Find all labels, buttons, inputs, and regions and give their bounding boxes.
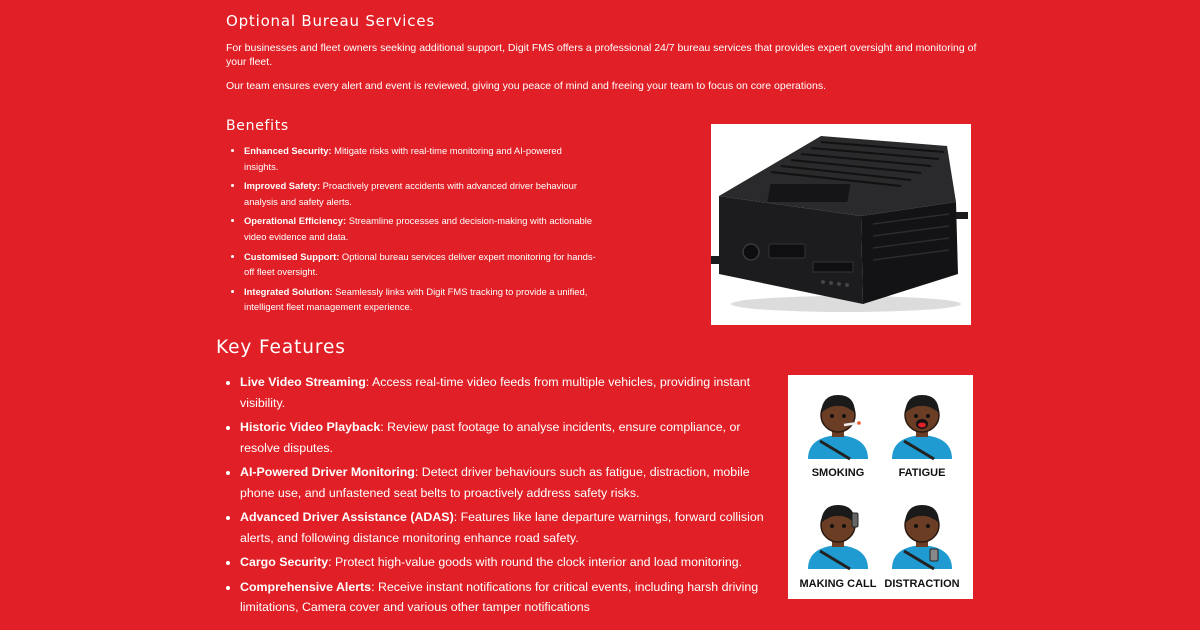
feature-text: : Access real-time video feeds from multiple vehicles, providing instant visibility.	[240, 375, 751, 410]
making-call-figure	[800, 505, 877, 590]
smoking-figure	[808, 395, 868, 479]
benefit-label: Integrated Solution:	[244, 285, 333, 297]
benefits-title: Benefits	[226, 118, 289, 134]
fatigue-figure	[892, 395, 952, 479]
distraction-figure	[884, 505, 959, 590]
key-features-section	[216, 337, 776, 622]
benefit-text: Optional bureau services deliver expert monitoring for hands-off fleet oversight.	[244, 250, 596, 278]
driver-behaviour-illustration	[788, 375, 973, 599]
benefits-section	[226, 118, 596, 319]
feature-label: Historic Video Playback	[240, 420, 381, 434]
list-item	[244, 143, 596, 174]
benefit-label: Improved Safety:	[244, 180, 321, 192]
benefit-label: Customised Support:	[244, 250, 340, 262]
list-item	[240, 462, 776, 503]
smoking-label: SMOKING	[811, 467, 865, 479]
feature-label: AI-Powered Driver Monitoring	[240, 465, 415, 479]
benefits-list	[226, 143, 596, 315]
bureau-title: Optional Bureau Services	[226, 12, 435, 30]
features-list	[216, 372, 776, 618]
feature-label: Cargo Security	[240, 555, 329, 569]
list-item	[240, 372, 776, 413]
list-item	[244, 213, 596, 244]
features-title: Key Features	[216, 337, 346, 358]
benefit-text: Streamline processes and decision-making with actionable video evidence and data.	[244, 215, 593, 242]
distraction-label: DISTRACTION	[884, 578, 960, 590]
benefit-text: Proactively prevent accidents with advanced driver behaviour analysis and safety alerts.	[244, 180, 577, 207]
mobile-dvr-device-image	[711, 124, 971, 325]
benefit-text: Seamlessly links with Digit FMS tracking to provide a unified, intelligent fleet management experience.	[244, 285, 588, 313]
list-item	[240, 507, 776, 548]
feature-text: : Receive instant notifications for critical events, including harsh driving limitations, Camera cover and various other tamper notifications	[240, 579, 759, 614]
feature-label: Comprehensive Alerts	[240, 579, 372, 594]
list-item	[244, 178, 596, 209]
feature-label: Advanced Driver Assistance (ADAS)	[240, 510, 454, 524]
list-item	[240, 577, 776, 618]
feature-text: : Review past footage to analyse incidents, ensure compliance, or resolve disputes.	[240, 420, 741, 455]
feature-text: : Features like lane departure warnings, forward collision alerts, and following distance monitoring enhance road safety.	[240, 510, 764, 545]
list-item	[244, 284, 596, 315]
benefit-label: Operational Efficiency:	[244, 215, 347, 227]
benefit-label: Enhanced Security:	[244, 145, 332, 156]
benefit-text: Mitigate risks with real-time monitoring and AI-powered insights.	[244, 145, 562, 172]
feature-text: : Protect high-value goods with round the clock interior and load monitoring.	[328, 555, 743, 569]
making-call-label: MAKING CALL	[799, 578, 877, 590]
list-item	[244, 249, 596, 280]
feature-text: : Detect driver behaviours such as fatigue, distraction, mobile phone use, and unfastened seat belts to proactively address safety risks.	[240, 465, 750, 500]
list-item	[240, 552, 776, 573]
fatigue-label: FATIGUE	[898, 467, 946, 479]
list-item	[240, 417, 776, 458]
feature-label: Live Video Streaming	[240, 375, 366, 389]
bureau-paragraph-1: For businesses and fleet owners seeking additional support, Digit FMS offers a professional 24/7 bureau services that provides expert oversight and monitoring of your fleet.	[226, 42, 977, 68]
bureau-services-section	[226, 12, 986, 93]
bureau-paragraph-2: Our team ensures every alert and event is reviewed, giving you peace of mind and freeing your team to focus on core operations.	[226, 80, 826, 92]
